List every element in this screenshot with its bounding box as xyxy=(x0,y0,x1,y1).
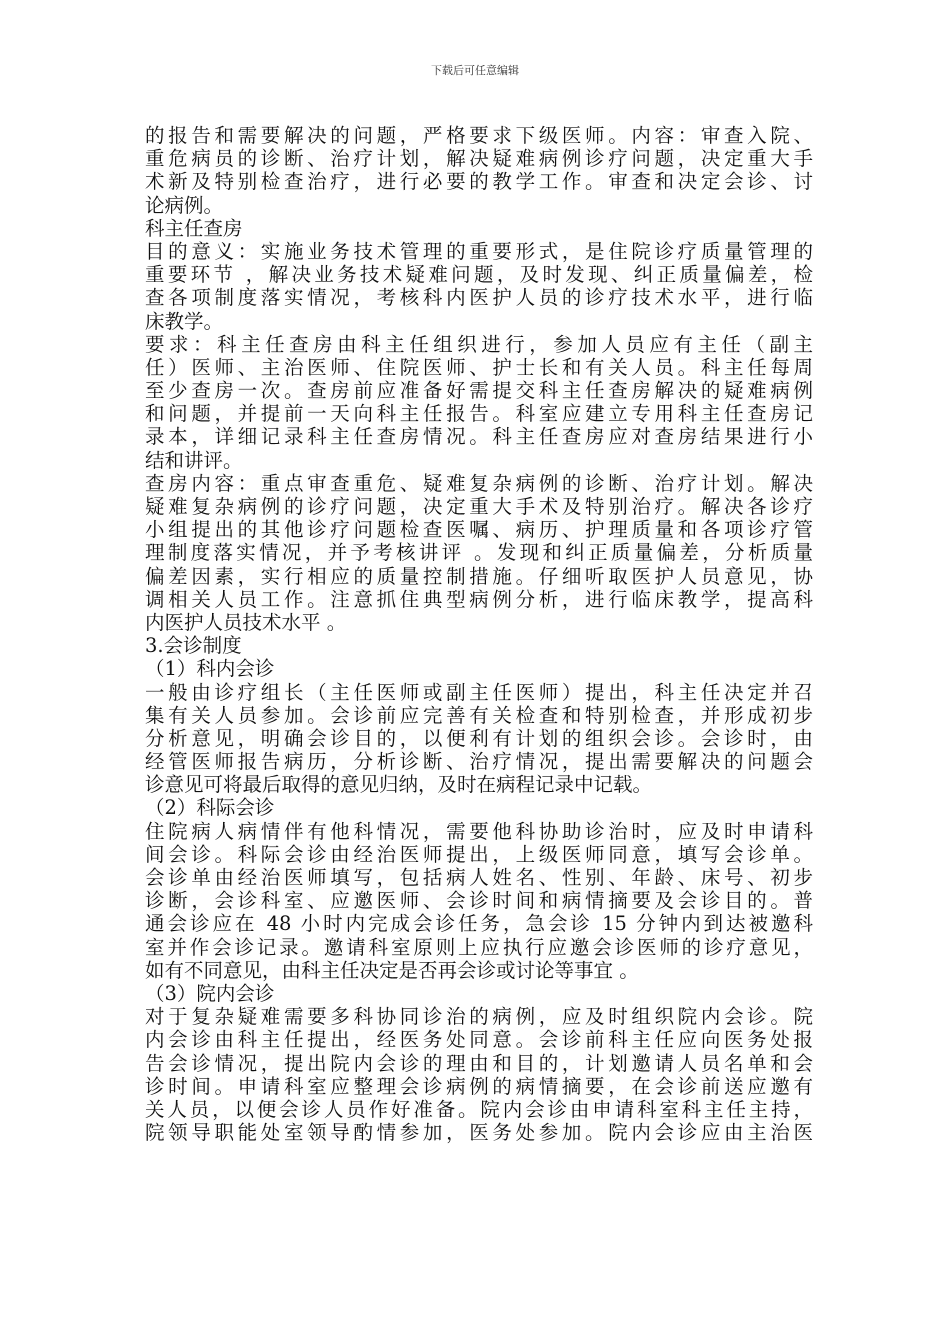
text-line: 诊断，会诊科室、应邀医师、会诊时间和病情摘要及会诊目的。普 xyxy=(145,889,813,913)
text-line: （1）科内会诊 xyxy=(145,657,275,681)
paragraph xyxy=(145,1005,813,1144)
text-line: 会诊单由经治医师填写，包括病人姓名、性别、年龄、床号、初步 xyxy=(145,866,813,889)
paragraph xyxy=(145,240,813,333)
text-line: 室并作会诊记录。邀请科室原则上应执行应邀会诊医师的诊疗意见， xyxy=(145,935,813,959)
text-line: 重要环节 ，解决业务技术疑难问题，及时发现、纠正质量偏差，检 xyxy=(145,263,813,287)
text-line: 要求：科主任查房由科主任组织进行，参加人员应有主任（副主 xyxy=(145,332,813,356)
paragraph xyxy=(145,681,813,797)
section-heading xyxy=(145,217,813,240)
paragraph xyxy=(145,124,813,217)
text-line: 经管医师报告病历，分析诊断、治疗情况，提出需要解决的问题会 xyxy=(145,750,813,774)
text-line: 重危病员的诊断、治疗计划，解决疑难病例诊疗问题，决定重大手 xyxy=(145,147,813,171)
text-line: 科主任查房 xyxy=(145,216,243,240)
paragraph xyxy=(145,472,813,634)
section-heading xyxy=(145,982,813,1005)
text-line: 结和讲评。 xyxy=(145,448,243,472)
text-line: 论病例。 xyxy=(145,193,224,217)
text-line: 告会诊情况，提出院内会诊的理由和目的，计划邀请人员名单和会 xyxy=(145,1051,813,1075)
text-line: 目的意义：实施业务技术管理的重要形式，是住院诊疗质量管理的 xyxy=(145,239,813,263)
text-line: 理制度落实情况，并予考核讲评 。发现和纠正质量偏差，分析质量 xyxy=(145,541,813,565)
page-header: 下载后可任意编辑 xyxy=(431,64,519,77)
text-line: 诊意见可将最后取得的意见归纳，及时在病程记录中记载。 xyxy=(145,773,653,797)
text-line: 疑难复杂病例的诊疗问题，决定重大手术及特别治疗。解决各诊疗 xyxy=(145,495,813,518)
text-line: 录本，详细记录科主任查房情况。科主任查房应对查房结果进行小 xyxy=(145,425,813,449)
text-line: 偏差因素，实行相应的质量控制措施。仔细听取医护人员意见，协 xyxy=(145,564,813,588)
text-line: （2）科际会诊 xyxy=(145,796,275,820)
document-body xyxy=(145,124,813,1144)
text-line: 术新及特别检查治疗，进行必要的教学工作。审查和决定会诊、讨 xyxy=(145,170,813,194)
section-heading xyxy=(145,634,813,657)
text-line: 床教学。 xyxy=(145,309,224,333)
text-line: 一般由诊疗组长（主任医师或副主任医师）提出，科主任决定并召 xyxy=(145,680,813,704)
text-line: 通会诊应在 48 小时内完成会诊任务，急会诊 15 分钟内到达被邀科 xyxy=(145,912,813,936)
text-line: 集有关人员参加。会诊前应完善有关检查和特别检查，并形成初步 xyxy=(145,703,813,727)
text-line: 如有不同意见，由科主任决定是否再会诊或讨论等事宜 。 xyxy=(145,958,639,982)
text-line: 院领导职能处室领导酌情参加，医务处参加。院内会诊应由主治医 xyxy=(145,1121,813,1145)
text-line: 间会诊。科际会诊由经治医师提出，上级医师同意，填写会诊单。 xyxy=(145,842,813,866)
text-line: 内医护人员技术水平 。 xyxy=(145,610,347,634)
text-line: 诊时间。申请科室应整理会诊病例的病情摘要，在会诊前送应邀有 xyxy=(145,1074,813,1098)
text-line: 住院病人病情伴有他科情况，需要他科协助诊治时，应及时申请科 xyxy=(145,819,813,843)
paragraph xyxy=(145,820,813,982)
text-line: 内会诊由科主任提出，经医务处同意。会诊前科主任应向医务处报 xyxy=(145,1028,813,1052)
text-line: 至少查房一次。查房前应准备好需提交科主任查房解决的疑难病例 xyxy=(145,379,813,403)
text-line: 3.会诊制度 xyxy=(145,634,242,658)
text-line: 的报告和需要解决的问题，严格要求下级医师。内容：审查入院、 xyxy=(145,124,813,147)
text-line: 和问题，并提前一天向科主任报告。科室应建立专用科主任查房记 xyxy=(145,402,813,426)
text-line: 查各项制度落实情况，考核科内医护人员的诊疗技术水平，进行临 xyxy=(145,286,813,310)
text-line: 关人员，以便会诊人员作好准备。院内会诊由申请科室科主任主持， xyxy=(145,1097,813,1121)
section-heading xyxy=(145,657,813,680)
text-line: 对于复杂疑难需要多科协同诊治的病例，应及时组织院内会诊。院 xyxy=(145,1005,813,1029)
text-line: 任）医师、主治医师、住院医师、护士长和有关人员。科主任每周 xyxy=(145,355,813,379)
section-heading xyxy=(145,796,813,819)
text-line: 调相关人员工作。注意抓住典型病例分析，进行临床教学，提高科 xyxy=(145,587,813,611)
paragraph xyxy=(145,333,813,472)
text-line: 查房内容：重点审查重危、疑难复杂病例的诊断、治疗计划。解决 xyxy=(145,471,813,495)
text-line: 小组提出的其他诊疗问题检查医嘱、病历、护理质量和各项诊疗管 xyxy=(145,518,813,542)
text-line: （3）院内会诊 xyxy=(145,981,275,1005)
text-line: 分析意见，明确会诊目的，以便利有计划的组织会诊。会诊时，由 xyxy=(145,726,813,750)
